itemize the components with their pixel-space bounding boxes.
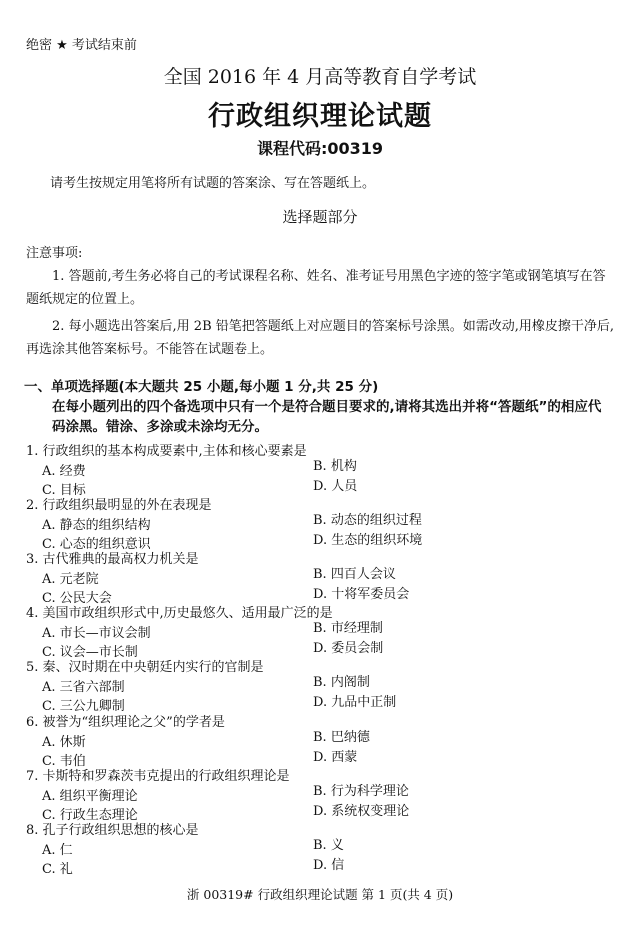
question-stem: 1. 行政组织的基本构成要素中,主体和核心要素是 <box>26 444 307 459</box>
option-c: C. 目标 <box>42 483 86 498</box>
option-c: C. 三公九卿制 <box>42 699 125 714</box>
option-d: D. 委员会制 <box>313 641 384 656</box>
option-b: B. 行为科学理论 <box>313 784 409 799</box>
option-c: C. 议会—市长制 <box>42 645 138 660</box>
option-a: A. 市长—市议会制 <box>42 626 151 641</box>
question-stem: 7. 卡斯特和罗森茨韦克提出的行政组织理论是 <box>26 769 290 784</box>
option-c: C. 心态的组织意识 <box>42 537 151 552</box>
question-stem: 2. 行政组织最明显的外在表现是 <box>26 498 212 513</box>
part-one-heading: 一、单项选择题(本大题共 25 小题,每小题 1 分,共 25 分) <box>24 379 379 395</box>
course-code: 课程代码:00319 <box>256 139 384 158</box>
option-a: A. 三省六部制 <box>42 680 125 695</box>
option-a: A. 经费 <box>42 464 86 479</box>
option-d: D. 信 <box>313 858 345 873</box>
option-d: D. 九品中正制 <box>313 695 397 710</box>
exam-title: 全国 2016 年 4 月高等教育自学考试 <box>163 66 477 88</box>
option-b: B. 内阁制 <box>313 675 370 690</box>
option-d: D. 系统权变理论 <box>313 804 410 819</box>
notice-item: 2. 每小题选出答案后,用 2B 铅笔把答题纸上对应题目的答案标号涂黑。如需改动,用橡皮擦干净后,再选涂其他答案标号。不能答在试题卷上。 <box>26 319 615 357</box>
question-stem: 6. 被誉为“组织理论之父”的学者是 <box>26 715 225 730</box>
option-a: A. 休斯 <box>42 735 86 750</box>
question-stem: 4. 美国市政组织形式中,历史最悠久、适用最广泛的是 <box>26 606 333 621</box>
option-c: C. 公民大会 <box>42 591 112 606</box>
option-b: B. 巴纳德 <box>313 730 370 745</box>
option-d: D. 人员 <box>313 479 358 494</box>
question-5 <box>0 656 640 716</box>
question-6 <box>0 711 640 771</box>
option-b: B. 动态的组织过程 <box>313 513 422 528</box>
question-4 <box>0 602 640 662</box>
question-7 <box>0 765 640 825</box>
option-d: D. 十将军委员会 <box>313 587 410 602</box>
answer-instruction: 请考生按规定用笔将所有试题的答案涂、写在答题纸上。 <box>50 176 376 191</box>
page-footer: 浙 00319# 行政组织理论试题 第 1 页(共 4 页) <box>186 887 454 902</box>
option-d: D. 西蒙 <box>313 750 358 765</box>
option-b: B. 义 <box>313 838 344 853</box>
question-8 <box>0 819 640 879</box>
option-c: C. 礼 <box>42 862 73 877</box>
confidential-label: 绝密 ★ 考试结束前 <box>26 38 137 53</box>
option-b: B. 机构 <box>313 459 357 474</box>
option-a: A. 静态的组织结构 <box>42 518 151 533</box>
question-stem: 5. 秦、汉时期在中央朝廷内实行的官制是 <box>26 660 264 675</box>
question-3 <box>0 548 640 608</box>
option-b: B. 市经理制 <box>313 621 383 636</box>
notice-heading: 注意事项: <box>26 246 83 261</box>
question-stem: 3. 古代雅典的最高权力机关是 <box>26 552 199 567</box>
option-a: A. 组织平衡理论 <box>42 789 138 804</box>
paper-title: 行政组织理论试题 <box>208 101 432 132</box>
notice-item: 1. 答题前,考生务必将自己的考试课程名称、姓名、准考证号用黑色字迹的签字笔或钢笔填写在答题纸规定的位置上。 <box>26 269 606 307</box>
option-c: C. 行政生态理论 <box>42 808 138 823</box>
question-2 <box>0 494 640 554</box>
option-d: D. 生态的组织环境 <box>313 533 423 548</box>
option-a: A. 元老院 <box>42 572 99 587</box>
question-stem: 8. 孔子行政组织思想的核心是 <box>26 823 199 838</box>
option-c: C. 韦伯 <box>42 754 86 769</box>
option-b: B. 四百人会议 <box>313 567 396 582</box>
section-title: 选择题部分 <box>282 208 358 226</box>
option-a: A. 仁 <box>42 843 73 858</box>
part-one-description: 在每小题列出的四个备选项中只有一个是符合题目要求的,请将其选出并将“答题纸”的相应代码涂黑。错涂、多涂或未涂均无分。 <box>52 399 602 435</box>
question-1 <box>0 440 640 500</box>
